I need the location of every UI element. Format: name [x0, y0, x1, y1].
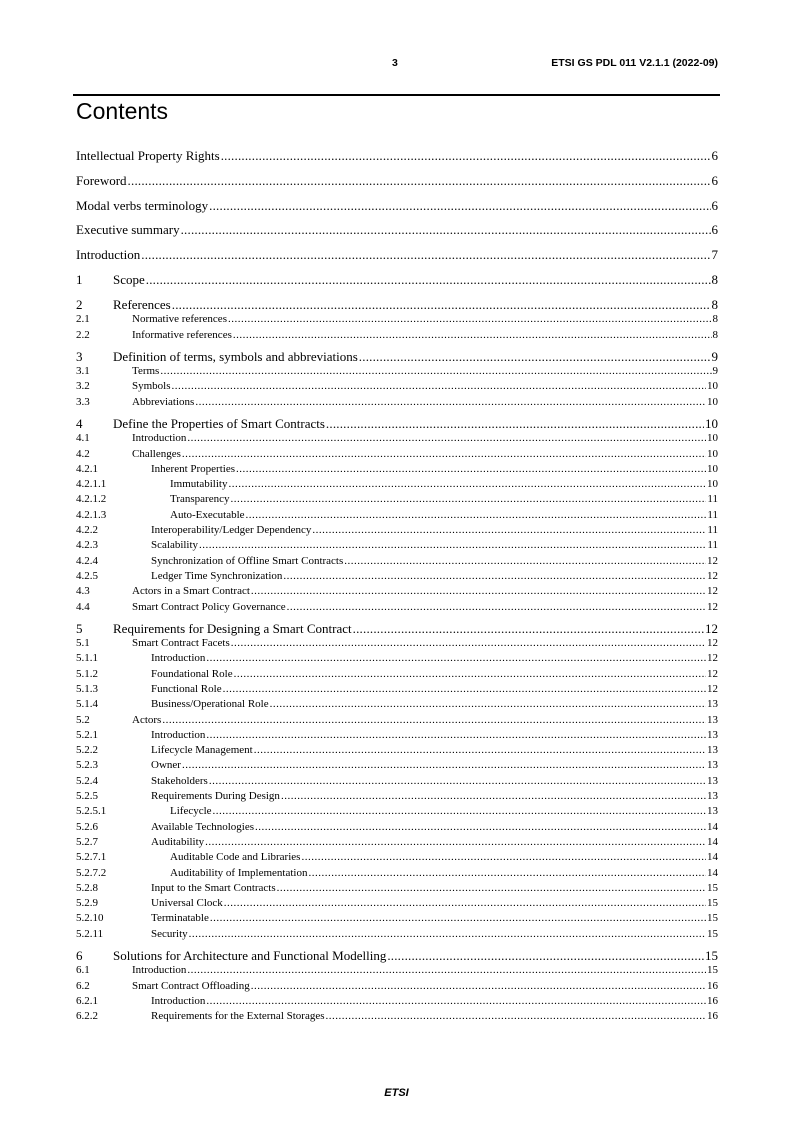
toc-entry-title: Scalability: [151, 539, 199, 552]
toc-entry-page: 15: [707, 881, 718, 894]
toc-leader-dots: [287, 601, 706, 613]
toc-entry-number: 2.1: [76, 313, 90, 326]
toc-entry-number: 5.2.7.2: [76, 866, 107, 879]
toc-leader-dots: [246, 509, 707, 521]
toc-entry-title: Introduction: [76, 247, 141, 263]
toc-entry-title: Scope: [113, 272, 145, 287]
toc-entry-number: 4.2.1: [76, 462, 98, 475]
toc-entry-page: 15: [705, 947, 718, 963]
toc-leader-dots: [221, 148, 711, 164]
toc-entry-title: Auditable Code and Libraries: [170, 851, 301, 864]
header-page-number: 3: [392, 57, 398, 69]
toc-leader-dots: [172, 297, 711, 313]
toc-entry-page: 15: [707, 912, 718, 925]
toc-leader-dots: [206, 995, 706, 1007]
toc-entry-page: 13: [707, 728, 718, 741]
toc-leader-dots: [224, 897, 706, 909]
toc-entry-number: 5.2.8: [76, 881, 98, 894]
toc-entry-title: Owner: [151, 759, 181, 772]
toc-entry-page: 11: [707, 508, 718, 521]
toc-entry-page: 16: [707, 1010, 718, 1023]
toc-entry-title: Synchronization of Offline Smart Contracts: [151, 554, 344, 567]
toc-entry-number: 3: [76, 348, 83, 364]
toc-entry-title: Functional Role: [151, 682, 222, 695]
toc-entry-number: 4.2.2: [76, 524, 98, 536]
toc-entry-page: 10: [707, 478, 718, 491]
toc-leader-dots: [228, 478, 706, 490]
toc-entry-title: Introduction: [151, 728, 206, 741]
toc-leader-dots: [189, 928, 706, 940]
toc-entry-title: Lifecycle Management: [151, 744, 253, 757]
toc-leader-dots: [213, 805, 706, 817]
toc-entry[interactable]: [76, 416, 718, 432]
toc-entry[interactable]: [76, 698, 718, 712]
toc-entry-number: 4.2.4: [76, 554, 98, 567]
toc-entry-number: 5.1: [76, 637, 90, 649]
toc-entry-title: Actors: [132, 713, 162, 726]
toc-entry-page: 16: [707, 979, 718, 992]
toc-entry-number: 3.3: [76, 395, 90, 408]
toc-leader-dots: [162, 714, 706, 726]
toc-entry-title: Terms: [132, 365, 160, 378]
toc-entry[interactable]: [76, 683, 718, 697]
toc-entry-title: Solutions for Architecture and Functional Modelling: [113, 947, 387, 963]
toc-entry[interactable]: [76, 247, 718, 263]
toc-entry[interactable]: [76, 851, 718, 865]
toc-entry-title: Introduction: [132, 432, 187, 445]
toc-entry-number: 5.1.4: [76, 698, 98, 711]
toc-leader-dots: [312, 524, 706, 536]
toc-entry-title: Transparency: [170, 493, 230, 506]
toc-entry-page: 12: [707, 667, 718, 680]
toc-entry-page: 13: [707, 774, 718, 787]
toc-entry-number: 4: [76, 415, 83, 431]
toc-leader-dots: [234, 668, 706, 680]
toc-leader-dots: [182, 448, 706, 460]
toc-entry-page: 8: [711, 296, 718, 312]
toc-leader-dots: [255, 821, 706, 833]
toc-entry-number: 5.2: [76, 713, 90, 726]
toc-entry-page: 12: [707, 652, 718, 665]
toc-entry-title: Smart Contract Offloading: [132, 979, 250, 992]
toc-entry-number: 5.2.10: [76, 912, 104, 925]
toc-leader-dots: [187, 964, 706, 976]
toc-entry-page: 13: [707, 759, 718, 772]
toc-entry-page: 11: [707, 539, 718, 552]
toc-leader-dots: [251, 980, 706, 992]
toc-entry-number: 6.1: [76, 964, 90, 977]
toc-entry-title: Foundational Role: [151, 667, 233, 680]
toc-entry-title: Available Technologies: [151, 820, 254, 833]
toc-entry-number: 5.1.1: [76, 652, 98, 665]
toc-entry-page: 8: [711, 272, 718, 287]
toc-entry-page: 8: [712, 328, 718, 341]
toc-leader-dots: [172, 380, 706, 392]
toc-entry-title: Universal Clock: [151, 897, 223, 910]
toc-leader-dots: [359, 349, 711, 365]
toc-entry-page: 10: [707, 395, 718, 408]
toc-entry-number: 4.2.1.3: [76, 508, 107, 521]
toc-leader-dots: [233, 329, 712, 341]
toc-entry-title: Interoperability/Ledger Dependency: [151, 524, 312, 536]
toc-entry[interactable]: [76, 897, 718, 911]
toc-entry[interactable]: [76, 775, 718, 789]
toc-entry[interactable]: [76, 539, 718, 553]
toc-entry[interactable]: [76, 836, 718, 850]
toc-entry[interactable]: [76, 759, 718, 773]
toc-entry[interactable]: [76, 313, 718, 327]
toc-entry[interactable]: [76, 396, 718, 410]
toc-entry-title: Lifecycle: [170, 805, 212, 818]
toc-entry[interactable]: [76, 524, 718, 538]
toc-entry-title: Foreword: [76, 172, 127, 188]
toc-entry[interactable]: [76, 380, 718, 394]
toc-entry-page: 9: [711, 348, 718, 364]
toc-entry-number: 6.2.1: [76, 994, 98, 1007]
toc-leader-dots: [160, 365, 711, 377]
toc-entry-title: Input to the Smart Contracts: [151, 881, 276, 894]
toc-entry-number: 4.2.3: [76, 539, 98, 552]
toc-entry-page: 6: [711, 172, 718, 188]
toc-entry-title: Introduction: [132, 964, 187, 977]
toc-entry[interactable]: [76, 478, 718, 492]
toc-entry-number: 4.4: [76, 600, 90, 613]
toc-entry-title: Auditability: [151, 835, 205, 848]
toc-leader-dots: [182, 759, 706, 771]
toc-entry[interactable]: [76, 272, 718, 288]
toc-leader-dots: [187, 432, 706, 444]
footer-etsi: ETSI: [384, 1087, 409, 1099]
toc-entry-page: 13: [707, 713, 718, 726]
toc-leader-dots: [254, 744, 706, 756]
toc-entry-title: Symbols: [132, 380, 171, 393]
toc-entry[interactable]: [76, 198, 718, 214]
header-divider: [73, 94, 720, 96]
toc-leader-dots: [353, 621, 704, 637]
toc-entry-number: 5.2.1: [76, 728, 98, 741]
toc-leader-dots: [205, 836, 706, 848]
toc-entry-page: 10: [707, 447, 718, 460]
toc-entry-page: 15: [707, 927, 718, 940]
toc-entry-title: Actors in a Smart Contract: [132, 585, 250, 598]
toc-entry-page: 12: [707, 637, 718, 649]
toc-entry-number: 4.3: [76, 585, 90, 598]
toc-entry-page: 6: [711, 197, 718, 213]
toc-entry[interactable]: [76, 349, 718, 365]
toc-entry-number: 5.2.9: [76, 897, 98, 910]
toc-entry[interactable]: [76, 222, 718, 238]
toc-entry[interactable]: [76, 964, 718, 978]
toc-entry-page: 6: [711, 222, 718, 238]
toc-entry-number: 4.2.1.2: [76, 493, 107, 506]
toc-entry-title: Executive summary: [76, 222, 180, 238]
toc-entry-title: Challenges: [132, 447, 181, 460]
toc-entry-title: References: [113, 296, 171, 312]
toc-entry-title: Terminatable: [151, 912, 209, 925]
toc-entry[interactable]: [76, 805, 718, 819]
toc-entry-page: 12: [705, 620, 718, 636]
toc-entry-title: Introduction: [151, 994, 206, 1007]
toc-entry-title: Abbreviations: [132, 395, 195, 408]
toc-entry-page: 14: [707, 851, 718, 864]
toc-entry[interactable]: [76, 448, 718, 462]
toc-leader-dots: [199, 539, 706, 551]
toc-entry-number: 5.2.11: [76, 927, 104, 940]
toc-entry-number: 5.2.2: [76, 744, 98, 757]
toc-entry-number: 5.2.4: [76, 774, 98, 787]
toc-leader-dots: [128, 173, 711, 189]
toc-entry-number: 5.2.5.1: [76, 805, 107, 818]
toc-entry[interactable]: [76, 637, 718, 651]
toc-leader-dots: [387, 948, 704, 964]
toc-entry-number: 5.2.7.1: [76, 851, 107, 864]
toc-leader-dots: [146, 272, 711, 288]
toc-entry-page: 13: [707, 805, 718, 818]
toc-leader-dots: [270, 698, 706, 710]
toc-entry-title: Ledger Time Synchronization: [151, 569, 283, 582]
toc-entry-title: Stakeholders: [151, 774, 208, 787]
toc-entry-number: 4.2.5: [76, 569, 98, 582]
toc-entry-title: Define the Properties of Smart Contracts: [113, 415, 325, 431]
toc-leader-dots: [326, 416, 704, 432]
toc-entry-page: 12: [707, 600, 718, 613]
toc-leader-dots: [236, 463, 706, 475]
toc-entry-title: Modal verbs terminology: [76, 197, 209, 213]
toc-leader-dots: [209, 775, 706, 787]
toc-entry[interactable]: [76, 509, 718, 523]
toc-entry-title: Auditability of Implementation: [170, 866, 308, 879]
toc-leader-dots: [326, 1010, 706, 1022]
toc-entry[interactable]: [76, 555, 718, 569]
toc-entry-page: 10: [707, 432, 718, 445]
toc-leader-dots: [209, 198, 710, 214]
toc-entry-page: 7: [711, 247, 718, 263]
toc-entry[interactable]: [76, 570, 718, 584]
toc-leader-dots: [251, 585, 706, 597]
toc-entry[interactable]: [76, 365, 718, 379]
toc-entry-page: 10: [707, 462, 718, 475]
toc-entry[interactable]: [76, 995, 718, 1009]
toc-entry[interactable]: [76, 980, 718, 994]
toc-entry-page: 14: [707, 866, 718, 879]
toc-entry-page: 12: [707, 682, 718, 695]
toc-entry[interactable]: [76, 621, 718, 637]
toc-entry-page: 10: [705, 415, 718, 431]
toc-entry-page: 6: [711, 148, 718, 163]
toc-entry-number: 5.2.7: [76, 835, 98, 848]
toc-entry[interactable]: [76, 652, 718, 666]
toc-entry-number: 5.2.3: [76, 759, 98, 772]
toc-entry-number: 3.1: [76, 365, 90, 378]
toc-entry[interactable]: [76, 297, 718, 313]
toc-entry[interactable]: [76, 912, 718, 926]
toc-leader-dots: [231, 637, 706, 649]
toc-entry-page: 11: [707, 493, 718, 506]
toc-entry-page: 8: [712, 313, 718, 326]
toc-entry-number: 5.1.2: [76, 667, 98, 680]
toc-entry-page: 15: [707, 964, 718, 977]
toc-entry-title: Requirements for Designing a Smart Contract: [113, 620, 352, 636]
toc-entry[interactable]: [76, 928, 718, 942]
toc-entry-page: 12: [707, 554, 718, 567]
toc-entry-page: 14: [707, 820, 718, 833]
toc-leader-dots: [283, 570, 706, 582]
toc-entry-number: 6: [76, 947, 83, 963]
toc-entry-page: 9: [712, 365, 718, 378]
toc-entry[interactable]: [76, 882, 718, 896]
toc-entry[interactable]: [76, 173, 718, 189]
toc-entry-number: 2.2: [76, 328, 90, 341]
toc-entry-title: Introduction: [151, 652, 206, 665]
toc-entry[interactable]: [76, 867, 718, 881]
toc-entry-number: 5.2.5: [76, 790, 98, 802]
toc-entry[interactable]: [76, 329, 718, 343]
toc-entry-title: Business/Operational Role: [151, 698, 269, 711]
toc-entry[interactable]: [76, 744, 718, 758]
toc-leader-dots: [223, 683, 706, 695]
toc-leader-dots: [210, 912, 706, 924]
toc-entry[interactable]: [76, 463, 718, 477]
toc-leader-dots: [230, 493, 706, 505]
toc-entry-number: 5: [76, 620, 83, 636]
toc-entry[interactable]: [76, 948, 718, 964]
toc-entry-title: Smart Contract Facets: [132, 637, 230, 649]
toc-entry-page: 13: [707, 790, 718, 802]
toc-entry-page: 11: [707, 524, 718, 536]
toc-leader-dots: [195, 396, 706, 408]
toc-entry-title: Smart Contract Policy Governance: [132, 600, 286, 613]
toc-entry[interactable]: [76, 432, 718, 446]
toc-leader-dots: [228, 313, 712, 325]
toc-entry-number: 6.2.2: [76, 1010, 98, 1023]
toc-entry-page: 12: [707, 569, 718, 582]
toc-leader-dots: [277, 882, 706, 894]
toc-entry-title: Auto-Executable: [170, 508, 245, 521]
toc-leader-dots: [206, 652, 706, 664]
toc-leader-dots: [206, 729, 706, 741]
toc-entry-page: 13: [707, 698, 718, 711]
toc-entry-title: Immutability: [170, 478, 228, 491]
toc-entry-title: Definition of terms, symbols and abbreviations: [113, 348, 358, 364]
toc-entry[interactable]: [76, 493, 718, 507]
toc-entry-number: 4.2.1.1: [76, 478, 107, 491]
toc-leader-dots: [281, 790, 706, 802]
toc-entry-title: Requirements for the External Storages: [151, 1010, 325, 1023]
toc-entry[interactable]: [76, 714, 718, 728]
toc-leader-dots: [344, 555, 706, 567]
toc-entry-number: 2: [76, 296, 83, 312]
toc-entry-number: 4.2: [76, 447, 90, 460]
toc-entry-title: Normative references: [132, 313, 227, 326]
toc-entry-number: 5.2.6: [76, 820, 98, 833]
toc-entry-title: Requirements During Design: [151, 790, 280, 802]
toc-entry-page: 13: [707, 744, 718, 757]
toc-entry-number: 1: [76, 272, 83, 287]
toc-entry[interactable]: [76, 585, 718, 599]
toc-leader-dots: [141, 247, 710, 263]
toc-leader-dots: [301, 851, 706, 863]
toc-entry-number: 4.1: [76, 432, 90, 445]
header-document-id: ETSI GS PDL 011 V2.1.1 (2022-09): [551, 57, 718, 69]
toc-entry-title: Informative references: [132, 328, 232, 341]
toc-entry-page: 16: [707, 994, 718, 1007]
toc-entry-title: Inherent Properties: [151, 462, 235, 475]
toc-entry-page: 10: [707, 380, 718, 393]
toc-leader-dots: [308, 867, 706, 879]
toc-entry-page: 15: [707, 897, 718, 910]
toc-entry-page: 12: [707, 585, 718, 598]
toc-entry[interactable]: [76, 821, 718, 835]
toc-entry-number: 6.2: [76, 979, 90, 992]
toc-entry[interactable]: [76, 729, 718, 743]
toc-entry-number: 5.1.3: [76, 682, 98, 695]
toc-entry-number: 3.2: [76, 380, 90, 393]
toc-entry[interactable]: [76, 148, 718, 164]
toc-entry[interactable]: [76, 601, 718, 615]
toc-entry[interactable]: [76, 1010, 718, 1024]
page-title: Contents: [76, 98, 169, 124]
toc-entry[interactable]: [76, 790, 718, 804]
toc-leader-dots: [181, 222, 711, 238]
toc-entry-page: 14: [707, 835, 718, 848]
toc-entry[interactable]: [76, 668, 718, 682]
toc-entry-title: Intellectual Property Rights: [76, 148, 220, 163]
toc-entry-title: Security: [151, 927, 188, 940]
